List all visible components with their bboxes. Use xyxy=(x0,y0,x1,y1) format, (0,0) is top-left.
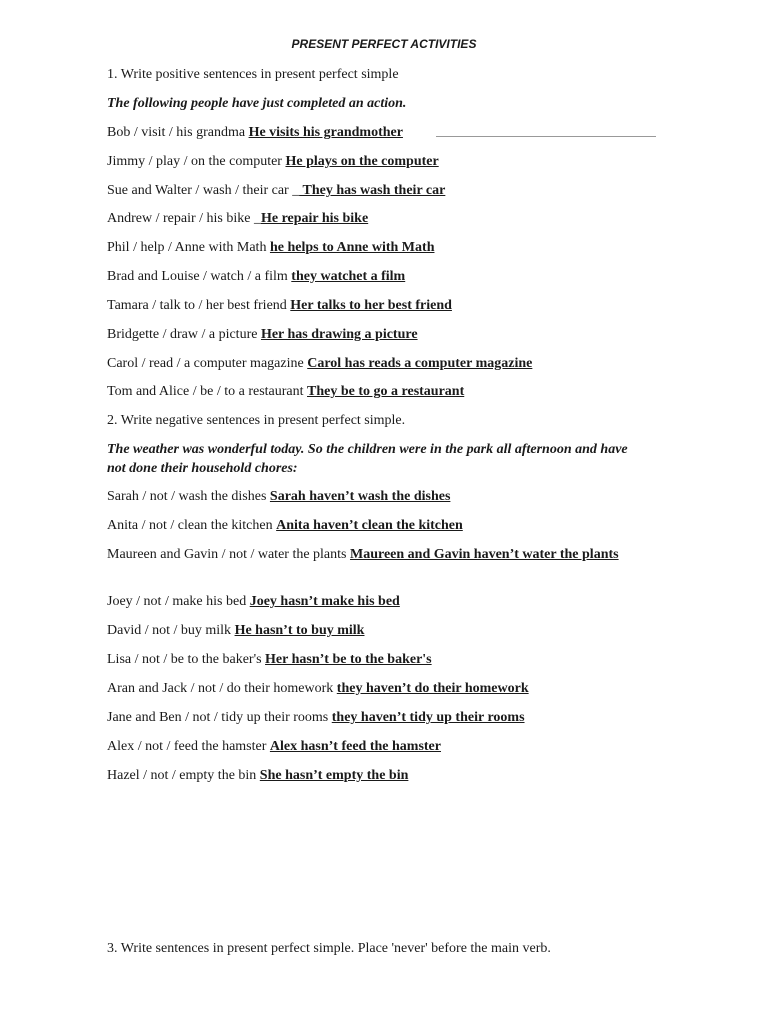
item-prompt: Bridgette / draw / a picture xyxy=(107,327,261,342)
answer-rule xyxy=(436,136,656,137)
exercise-item xyxy=(107,487,667,506)
item-prompt: Jimmy / play / on the computer xyxy=(107,154,286,169)
item-prompt: Andrew / repair / his bike _ xyxy=(107,211,261,226)
section2-heading: 2. Write negative sentences in present perfect simple. xyxy=(107,413,406,428)
section1-heading: 1. Write positive sentences in present perfect simple xyxy=(107,67,399,82)
exercise-item xyxy=(107,621,667,640)
item-answer[interactable]: He hasn’t to buy milk xyxy=(234,623,365,638)
exercise-item xyxy=(107,650,667,669)
item-prompt: Aran and Jack / not / do their homework xyxy=(107,681,337,696)
exercise-item xyxy=(107,152,667,171)
item-answer[interactable]: Carol has reads a computer magazine xyxy=(307,356,533,371)
exercise-item xyxy=(107,296,667,315)
item-prompt: Carol / read / a computer magazine xyxy=(107,356,308,371)
exercise-item xyxy=(107,267,667,286)
item-answer[interactable]: He repair his bike xyxy=(260,211,369,226)
exercise-item xyxy=(107,545,647,564)
exercise-item xyxy=(107,592,667,611)
item-answer[interactable]: Anita haven’t clean the kitchen xyxy=(276,518,463,533)
item-answer[interactable]: He visits his grandmother xyxy=(248,125,403,140)
item-answer[interactable]: Her hasn’t be to the baker's xyxy=(265,652,432,667)
item-prompt: Joey / not / make his bed xyxy=(107,594,250,609)
exercise-item xyxy=(107,123,667,142)
item-answer[interactable]: They be to go a restaurant xyxy=(307,384,465,399)
item-prompt: Sarah / not / wash the dishes xyxy=(107,489,270,504)
section3-heading: 3. Write sentences in present perfect simple. Place 'never' before the main verb. xyxy=(107,941,551,956)
exercise-item xyxy=(107,181,667,200)
item-answer[interactable]: Her has drawing a picture xyxy=(260,327,418,342)
item-answer[interactable]: She hasn’t empty the bin xyxy=(259,768,409,783)
item-prompt: Tom and Alice / be / to a restaurant xyxy=(107,384,308,399)
item-prompt: Maureen and Gavin / not / water the plants xyxy=(107,547,350,562)
exercise-item xyxy=(107,708,667,727)
exercise-item xyxy=(107,679,667,698)
item-prompt: Hazel / not / empty the bin xyxy=(107,768,260,783)
exercise-item xyxy=(107,382,667,401)
item-prompt: Jane and Ben / not / tidy up their rooms xyxy=(107,710,332,725)
exercise-item xyxy=(107,516,667,535)
item-prompt: Bob / visit / his grandma xyxy=(107,125,249,140)
item-answer[interactable]: they haven’t tidy up their rooms xyxy=(331,710,525,725)
item-answer[interactable]: he helps to Anne with Math xyxy=(269,240,435,255)
exercise-item xyxy=(107,209,667,228)
item-answer[interactable]: Sarah haven’t wash the dishes xyxy=(269,489,451,504)
item-answer[interactable]: Alex hasn’t feed the hamster xyxy=(269,739,441,754)
item-answer[interactable]: He plays on the computer xyxy=(285,154,439,169)
exercise-item xyxy=(107,737,667,756)
item-prompt: Anita / not / clean the kitchen xyxy=(107,518,277,533)
item-answer[interactable]: they watchet a film xyxy=(291,269,406,284)
item-answer[interactable]: Joey hasn’t make his bed xyxy=(249,594,400,609)
item-prompt: David / not / buy milk xyxy=(107,623,235,638)
exercise-item xyxy=(107,766,667,785)
item-prompt: Lisa / not / be to the baker's xyxy=(107,652,266,667)
item-prompt: Phil / help / Anne with Math xyxy=(107,240,270,255)
item-answer[interactable]: They has wash their car xyxy=(299,183,446,198)
item-answer[interactable]: Her talks to her best friend xyxy=(290,298,452,313)
item-answer[interactable]: they haven’t do their homework xyxy=(336,681,529,696)
section2-instruction: The weather was wonderful today. So the children were in the park all afternoon and have not done their household chores: xyxy=(107,442,628,476)
item-prompt: Brad and Louise / watch / a film xyxy=(107,269,292,284)
item-prompt: Alex / not / feed the hamster xyxy=(107,739,270,754)
page-title: PRESENT PERFECT ACTIVITIES xyxy=(291,37,477,51)
item-prompt: Sue and Walter / wash / their car _ xyxy=(107,183,300,198)
exercise-item xyxy=(107,325,667,344)
exercise-item xyxy=(107,354,667,373)
item-prompt: Tamara / talk to / her best friend xyxy=(107,298,291,313)
item-answer[interactable]: Maureen and Gavin haven’t water the plants xyxy=(349,547,619,562)
section1-instruction: The following people have just completed an action. xyxy=(107,96,407,111)
exercise-item xyxy=(107,238,667,257)
